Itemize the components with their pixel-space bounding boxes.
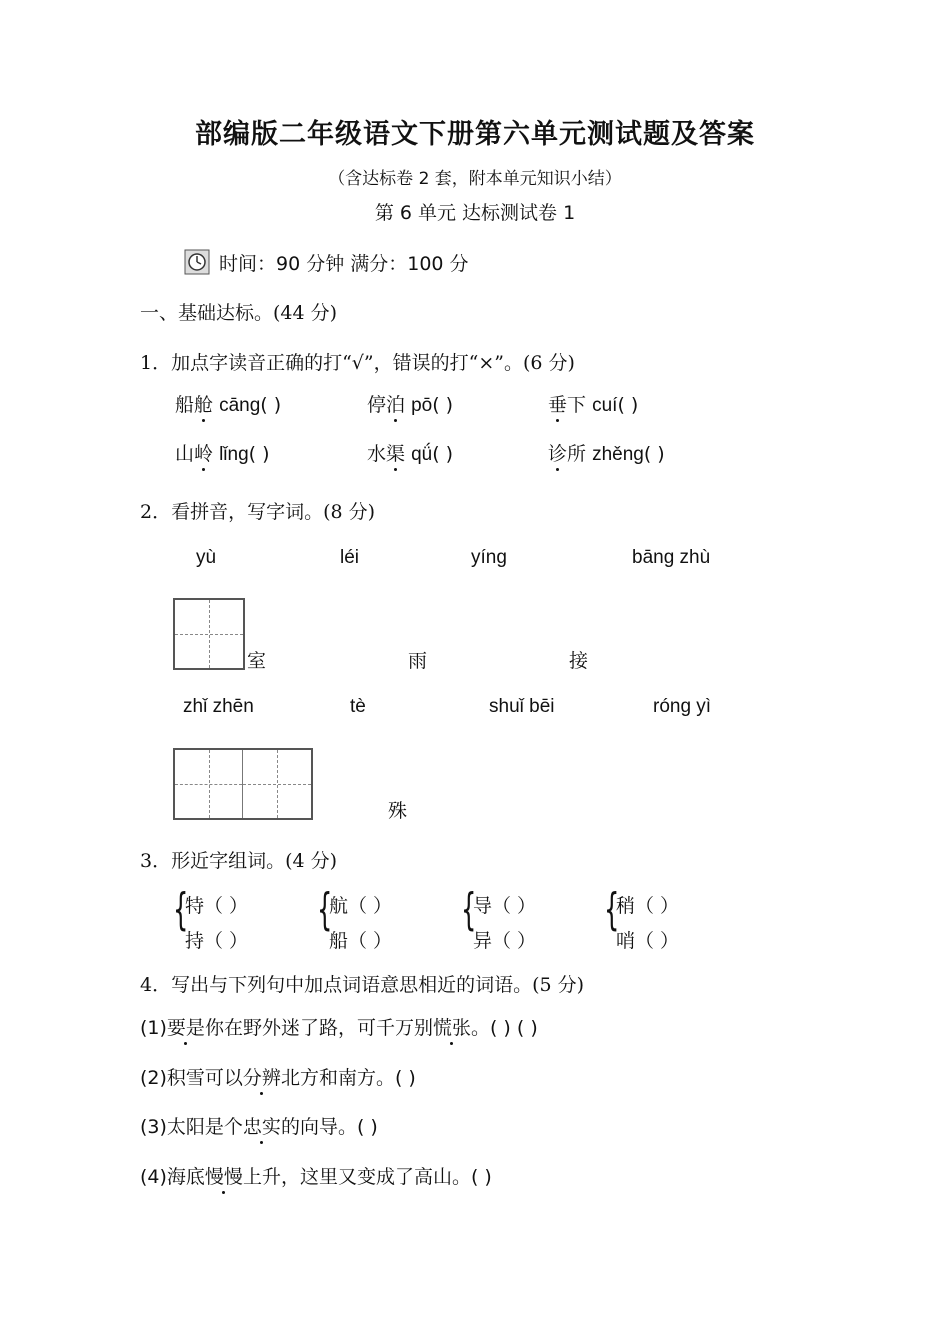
- grid-cell[interactable]: [175, 750, 243, 818]
- time-score-text: 时间：90 分钟 满分：100 分: [219, 252, 469, 275]
- pinyin-label: léi: [340, 547, 360, 568]
- pinyin-label: róng yì: [653, 696, 712, 717]
- clock-icon: [183, 248, 211, 276]
- q1-item: 船舱 cāng( ): [175, 394, 282, 416]
- time-score-line: [183, 248, 469, 276]
- grid-cell[interactable]: [243, 750, 311, 818]
- word-pair-top: 航（ ）: [329, 895, 393, 917]
- given-char: 接: [569, 650, 589, 672]
- word-pair-bottom: 船（ ）: [329, 930, 393, 952]
- word-pair-top: 导（ ）: [473, 895, 537, 917]
- pinyin-label: bāng zhù: [632, 547, 711, 568]
- sentence-4: (4)海底慢慢上升，这里又变成了高山。( ): [140, 1166, 492, 1188]
- page-title: 部编版二年级语文下册第六单元测试题及答案: [195, 119, 755, 150]
- sentence-2: (2)积雪可以分辨北方和南方。( ): [140, 1067, 416, 1089]
- section-heading: 一、基础达标。(44 分): [140, 302, 338, 324]
- word-pair-bottom: 持（ ）: [185, 930, 249, 952]
- brace-icon: {: [604, 884, 620, 935]
- brace-icon: {: [461, 884, 477, 935]
- q1-item: 诊所 zhěng( ): [548, 443, 665, 465]
- sentence-3: (3)太阳是个忠实的向导。( ): [140, 1116, 378, 1138]
- grid-cell[interactable]: [175, 600, 243, 668]
- pinyin-label: zhǐ zhēn: [183, 696, 254, 717]
- page-subtitle: （含达标卷 2 套，附本单元知识小结）: [328, 169, 622, 189]
- question-4-prompt: 4．写出与下列句中加点词语意思相近的词语。(5 分): [140, 974, 585, 996]
- given-char: 室: [247, 650, 267, 672]
- word-pair-top: 特（ ）: [185, 895, 249, 917]
- word-pair-top: 稍（ ）: [616, 895, 680, 917]
- writing-grid[interactable]: [173, 598, 245, 670]
- given-char: 殊: [388, 800, 408, 822]
- q1-item: 停泊 pō( ): [367, 394, 454, 416]
- word-pair-bottom: 哨（ ）: [616, 930, 680, 952]
- q1-item: 垂下 cuí( ): [548, 394, 639, 416]
- sentence-1: (1)要是你在野外迷了路，可千万别慌张。( ) ( ): [140, 1017, 538, 1039]
- question-2-prompt: 2．看拼音，写字词。(8 分): [140, 501, 376, 523]
- pinyin-label: shuǐ bēi: [489, 696, 555, 717]
- question-1-prompt: 1．加点字读音正确的打“√”，错误的打“×”。(6 分): [140, 352, 575, 374]
- q1-item: 水渠 qǘ( ): [367, 443, 454, 465]
- q1-item: 山岭 lǐng( ): [175, 443, 270, 465]
- writing-grid[interactable]: [173, 748, 313, 820]
- given-char: 雨: [408, 650, 428, 672]
- brace-icon: {: [173, 884, 189, 935]
- unit-title: 第 6 单元 达标测试卷 1: [374, 202, 576, 224]
- pinyin-label: yù: [196, 547, 217, 568]
- question-3-prompt: 3．形近字组词。(4 分): [140, 850, 338, 872]
- pinyin-label: yíng: [471, 547, 507, 568]
- pinyin-label: tè: [350, 696, 366, 717]
- brace-icon: {: [317, 884, 333, 935]
- word-pair-bottom: 异（ ）: [473, 930, 537, 952]
